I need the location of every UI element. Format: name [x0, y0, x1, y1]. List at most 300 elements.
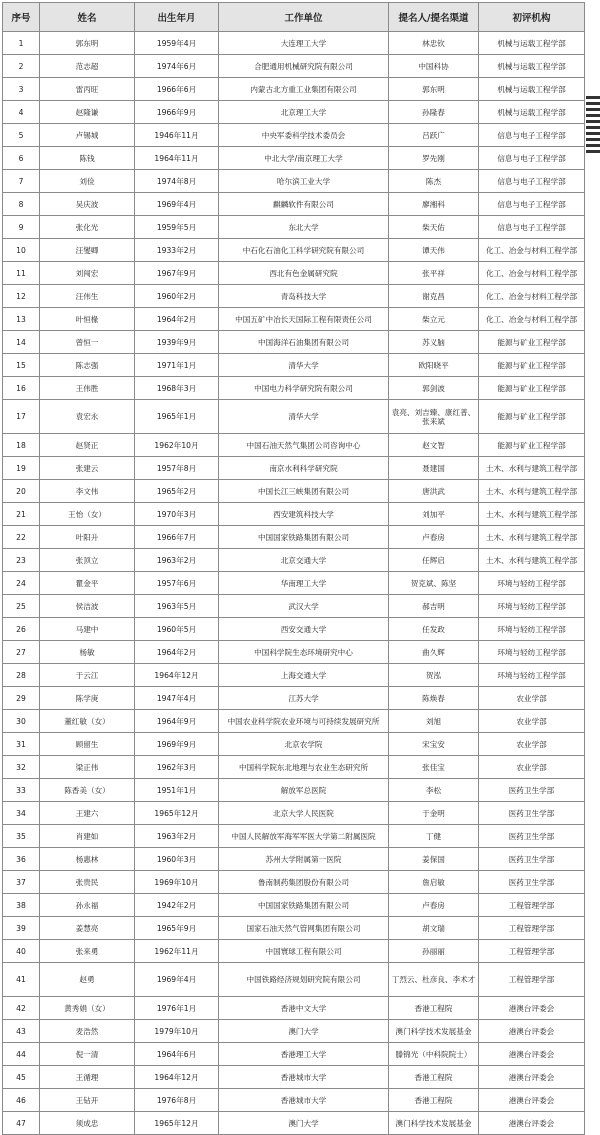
cell-index: 27	[3, 641, 40, 664]
table-row	[3, 848, 585, 871]
cell-review-body: 港澳台评委会	[479, 1066, 585, 1089]
cell-nominator: 香港工程院	[389, 997, 479, 1020]
cell-nominator: 谢克昌	[389, 285, 479, 308]
cell-nominator: 姜保国	[389, 848, 479, 871]
cell-employer: 中国国家铁路集团有限公司	[219, 894, 389, 917]
table-row	[3, 526, 585, 549]
cell-index: 18	[3, 434, 40, 457]
cell-nominator: 孙丽丽	[389, 940, 479, 963]
cell-review-body: 医药卫生学部	[479, 871, 585, 894]
cell-name: 赵勇	[40, 963, 135, 997]
cell-employer: 上海交通大学	[219, 664, 389, 687]
cell-employer: 香港城市大学	[219, 1066, 389, 1089]
cell-review-body: 港澳台评委会	[479, 1089, 585, 1112]
header-name: 姓名	[40, 3, 135, 32]
cell-birth: 1946年11月	[135, 124, 219, 147]
cell-employer: 中国电力科学研究院有限公司	[219, 377, 389, 400]
cell-index: 29	[3, 687, 40, 710]
table-row	[3, 549, 585, 572]
table-row	[3, 124, 585, 147]
cell-index: 7	[3, 170, 40, 193]
cell-name: 刘俭	[40, 170, 135, 193]
cell-employer: 内蒙古北方重工业集团有限公司	[219, 78, 389, 101]
cell-review-body: 化工、冶金与材料工程学部	[479, 239, 585, 262]
cell-review-body: 医药卫生学部	[479, 825, 585, 848]
cell-name: 杨惠林	[40, 848, 135, 871]
cell-review-body: 土木、水利与建筑工程学部	[479, 503, 585, 526]
cell-nominator: 卢春房	[389, 526, 479, 549]
cell-index: 31	[3, 733, 40, 756]
header-review-body: 初评机构	[479, 3, 585, 32]
cell-name: 顾留生	[40, 733, 135, 756]
cell-nominator: 卢春房	[389, 894, 479, 917]
cell-review-body: 港澳台评委会	[479, 997, 585, 1020]
cell-birth: 1970年3月	[135, 503, 219, 526]
cell-nominator: 任辉启	[389, 549, 479, 572]
cell-index: 28	[3, 664, 40, 687]
header-index: 序号	[3, 3, 40, 32]
cell-nominator: 赵文智	[389, 434, 479, 457]
cell-birth: 1974年8月	[135, 170, 219, 193]
table-header	[3, 3, 585, 32]
cell-employer: 鲁南制药集团股份有限公司	[219, 871, 389, 894]
cell-employer: 中国海洋石油集团有限公司	[219, 331, 389, 354]
cell-birth: 1964年12月	[135, 664, 219, 687]
cell-employer: 西安建筑科技大学	[219, 503, 389, 526]
cell-index: 19	[3, 457, 40, 480]
cell-index: 47	[3, 1112, 40, 1135]
cell-nominator: 澳门科学技术发展基金	[389, 1112, 479, 1135]
table-row	[3, 1020, 585, 1043]
cell-employer: 北京交通大学	[219, 549, 389, 572]
cell-name: 王循理	[40, 1066, 135, 1089]
table-row	[3, 997, 585, 1020]
cell-birth: 1962年10月	[135, 434, 219, 457]
cell-birth: 1947年4月	[135, 687, 219, 710]
cell-index: 22	[3, 526, 40, 549]
cell-name: 陈香美（女）	[40, 779, 135, 802]
table-row	[3, 618, 585, 641]
header-employer: 工作单位	[219, 3, 389, 32]
table-row	[3, 147, 585, 170]
cell-review-body: 工程管理学部	[479, 940, 585, 963]
cell-employer: 北京理工大学	[219, 101, 389, 124]
cell-index: 39	[3, 917, 40, 940]
table-row	[3, 1043, 585, 1066]
table-row	[3, 457, 585, 480]
table-row	[3, 285, 585, 308]
cell-employer: 解放军总医院	[219, 779, 389, 802]
candidate-table	[2, 2, 585, 1135]
cell-index: 36	[3, 848, 40, 871]
cell-nominator: 陈焕春	[389, 687, 479, 710]
cell-nominator: 郝吉明	[389, 595, 479, 618]
cell-birth: 1969年10月	[135, 871, 219, 894]
cell-nominator: 任发政	[389, 618, 479, 641]
cell-birth: 1974年6月	[135, 55, 219, 78]
cell-name: 刘闯宏	[40, 262, 135, 285]
table-row	[3, 216, 585, 239]
table-row	[3, 480, 585, 503]
cell-review-body: 农业学部	[479, 733, 585, 756]
cell-index: 21	[3, 503, 40, 526]
cell-employer: 香港理工大学	[219, 1043, 389, 1066]
cell-employer: 国家石油天然气管网集团有限公司	[219, 917, 389, 940]
cell-birth: 1964年12月	[135, 1066, 219, 1089]
cell-birth: 1959年5月	[135, 216, 219, 239]
table-row	[3, 572, 585, 595]
cell-employer: 南京水利科学研究院	[219, 457, 389, 480]
cell-nominator: 詹启敏	[389, 871, 479, 894]
cell-nominator: 廖湘科	[389, 193, 479, 216]
cell-review-body: 化工、冶金与材料工程学部	[479, 308, 585, 331]
cell-review-body: 农业学部	[479, 687, 585, 710]
cell-employer: 中国科学院生态环境研究中心	[219, 641, 389, 664]
cell-review-body: 能源与矿业工程学部	[479, 331, 585, 354]
table-row	[3, 595, 585, 618]
cell-review-body: 土木、水利与建筑工程学部	[479, 480, 585, 503]
cell-employer: 中国长江三峡集团有限公司	[219, 480, 389, 503]
cell-employer: 哈尔滨工业大学	[219, 170, 389, 193]
cell-employer: 中国国家铁路集团有限公司	[219, 526, 389, 549]
cell-name: 张来勇	[40, 940, 135, 963]
cell-review-body: 信息与电子工程学部	[479, 216, 585, 239]
cell-index: 25	[3, 595, 40, 618]
cell-nominator: 丁烈云、杜彦良、李术才	[389, 963, 479, 997]
cell-name: 王钻开	[40, 1089, 135, 1112]
cell-index: 24	[3, 572, 40, 595]
cell-index: 5	[3, 124, 40, 147]
table-row	[3, 170, 585, 193]
table-row	[3, 262, 585, 285]
cell-name: 倪一清	[40, 1043, 135, 1066]
cell-birth: 1965年2月	[135, 480, 219, 503]
cell-review-body: 工程管理学部	[479, 917, 585, 940]
cell-name: 赵贤正	[40, 434, 135, 457]
cell-index: 20	[3, 480, 40, 503]
cell-review-body: 环境与轻纺工程学部	[479, 618, 585, 641]
cell-birth: 1942年2月	[135, 894, 219, 917]
cell-employer: 清华大学	[219, 354, 389, 377]
cell-employer: 西北有色金属研究院	[219, 262, 389, 285]
table-row	[3, 825, 585, 848]
cell-employer: 香港中文大学	[219, 997, 389, 1020]
cell-birth: 1967年9月	[135, 262, 219, 285]
cell-review-body: 环境与轻纺工程学部	[479, 595, 585, 618]
cell-birth: 1979年10月	[135, 1020, 219, 1043]
cell-birth: 1969年9月	[135, 733, 219, 756]
table-row	[3, 917, 585, 940]
cell-index: 40	[3, 940, 40, 963]
cell-name: 张贵民	[40, 871, 135, 894]
cell-name: 董红敏（女）	[40, 710, 135, 733]
cell-index: 32	[3, 756, 40, 779]
cell-review-body: 信息与电子工程学部	[479, 193, 585, 216]
cell-birth: 1969年4月	[135, 963, 219, 997]
cell-name: 孙永福	[40, 894, 135, 917]
cell-index: 4	[3, 101, 40, 124]
cell-nominator: 谭天伟	[389, 239, 479, 262]
cell-nominator: 吕跃广	[389, 124, 479, 147]
cell-review-body: 工程管理学部	[479, 963, 585, 997]
table-row	[3, 434, 585, 457]
cell-birth: 1965年1月	[135, 400, 219, 434]
cell-employer: 中北大学/南京理工大学	[219, 147, 389, 170]
cell-review-body: 能源与矿业工程学部	[479, 434, 585, 457]
cell-birth: 1964年2月	[135, 308, 219, 331]
cell-name: 赵隆谦	[40, 101, 135, 124]
cell-birth: 1933年2月	[135, 239, 219, 262]
cell-nominator: 刘加平	[389, 503, 479, 526]
cell-name: 袁宏永	[40, 400, 135, 434]
cell-birth: 1964年11月	[135, 147, 219, 170]
cell-employer: 澳门大学	[219, 1020, 389, 1043]
cell-birth: 1963年2月	[135, 549, 219, 572]
cell-review-body: 信息与电子工程学部	[479, 170, 585, 193]
edge-barcode-mark	[586, 95, 600, 153]
cell-birth: 1962年11月	[135, 940, 219, 963]
cell-birth: 1960年5月	[135, 618, 219, 641]
cell-index: 26	[3, 618, 40, 641]
cell-employer: 清华大学	[219, 400, 389, 434]
cell-nominator: 陈杰	[389, 170, 479, 193]
cell-employer: 中国寰球工程有限公司	[219, 940, 389, 963]
cell-employer: 合肥通用机械研究院有限公司	[219, 55, 389, 78]
cell-birth: 1964年6月	[135, 1043, 219, 1066]
cell-name: 汪伟生	[40, 285, 135, 308]
cell-review-body: 信息与电子工程学部	[479, 147, 585, 170]
cell-index: 33	[3, 779, 40, 802]
cell-nominator: 澳门科学技术发展基金	[389, 1020, 479, 1043]
cell-employer: 西安交通大学	[219, 618, 389, 641]
table-row	[3, 940, 585, 963]
cell-review-body: 农业学部	[479, 710, 585, 733]
cell-name: 王怡（女）	[40, 503, 135, 526]
cell-review-body: 医药卫生学部	[479, 848, 585, 871]
table-row	[3, 779, 585, 802]
candidate-list-document	[2, 2, 585, 1135]
cell-index: 8	[3, 193, 40, 216]
header-row	[3, 3, 585, 32]
cell-index: 13	[3, 308, 40, 331]
table-row	[3, 641, 585, 664]
cell-birth: 1957年6月	[135, 572, 219, 595]
cell-name: 雷丙旺	[40, 78, 135, 101]
cell-nominator: 胡文瑞	[389, 917, 479, 940]
cell-nominator: 于金明	[389, 802, 479, 825]
cell-employer: 中国铁路经济规划研究院有限公司	[219, 963, 389, 997]
cell-name: 须成忠	[40, 1112, 135, 1135]
cell-nominator: 苏义脑	[389, 331, 479, 354]
cell-birth: 1960年3月	[135, 848, 219, 871]
cell-index: 45	[3, 1066, 40, 1089]
cell-name: 侯洁波	[40, 595, 135, 618]
table-row	[3, 664, 585, 687]
cell-nominator: 李松	[389, 779, 479, 802]
cell-name: 曾恒一	[40, 331, 135, 354]
cell-nominator: 袁亮、刘吉臻、康红普、张来斌	[389, 400, 479, 434]
cell-name: 马建中	[40, 618, 135, 641]
cell-name: 李文伟	[40, 480, 135, 503]
cell-index: 9	[3, 216, 40, 239]
table-row	[3, 239, 585, 262]
cell-index: 34	[3, 802, 40, 825]
cell-nominator: 郭东明	[389, 78, 479, 101]
cell-employer: 中石化石油化工科学研究院有限公司	[219, 239, 389, 262]
cell-employer: 中央军委科学技术委员会	[219, 124, 389, 147]
cell-nominator: 香港工程院	[389, 1089, 479, 1112]
cell-name: 范志超	[40, 55, 135, 78]
cell-employer: 北京农学院	[219, 733, 389, 756]
cell-nominator: 丁健	[389, 825, 479, 848]
cell-nominator: 罗先刚	[389, 147, 479, 170]
cell-nominator: 宋宝安	[389, 733, 479, 756]
cell-birth: 1957年8月	[135, 457, 219, 480]
table-row	[3, 733, 585, 756]
cell-name: 叶恒椽	[40, 308, 135, 331]
cell-nominator: 中国科协	[389, 55, 479, 78]
cell-review-body: 工程管理学部	[479, 894, 585, 917]
cell-name: 王建六	[40, 802, 135, 825]
table-row	[3, 308, 585, 331]
table-row	[3, 963, 585, 997]
cell-review-body: 农业学部	[479, 756, 585, 779]
cell-name: 张顶立	[40, 549, 135, 572]
cell-name: 姜慧亮	[40, 917, 135, 940]
cell-employer: 香港城市大学	[219, 1089, 389, 1112]
cell-birth: 1976年1月	[135, 997, 219, 1020]
cell-birth: 1965年12月	[135, 1112, 219, 1135]
cell-employer: 华南理工大学	[219, 572, 389, 595]
cell-index: 10	[3, 239, 40, 262]
cell-review-body: 医药卫生学部	[479, 802, 585, 825]
cell-birth: 1962年3月	[135, 756, 219, 779]
cell-name: 陈钱	[40, 147, 135, 170]
cell-index: 1	[3, 32, 40, 55]
cell-employer: 江苏大学	[219, 687, 389, 710]
cell-name: 叶阳升	[40, 526, 135, 549]
cell-index: 38	[3, 894, 40, 917]
cell-nominator: 曲久辉	[389, 641, 479, 664]
cell-employer: 武汉大学	[219, 595, 389, 618]
cell-name: 黄秀娟（女）	[40, 997, 135, 1020]
cell-nominator: 贺泓	[389, 664, 479, 687]
cell-review-body: 医药卫生学部	[479, 779, 585, 802]
cell-name: 瞿金平	[40, 572, 135, 595]
cell-review-body: 化工、冶金与材料工程学部	[479, 285, 585, 308]
cell-review-body: 土木、水利与建筑工程学部	[479, 457, 585, 480]
cell-review-body: 港澳台评委会	[479, 1020, 585, 1043]
cell-index: 35	[3, 825, 40, 848]
cell-review-body: 机械与运载工程学部	[479, 32, 585, 55]
cell-name: 郭东明	[40, 32, 135, 55]
cell-birth: 1969年4月	[135, 193, 219, 216]
cell-nominator: 柴立元	[389, 308, 479, 331]
cell-birth: 1939年9月	[135, 331, 219, 354]
table-body	[3, 32, 585, 1135]
cell-birth: 1965年12月	[135, 802, 219, 825]
cell-index: 2	[3, 55, 40, 78]
cell-birth: 1964年9月	[135, 710, 219, 733]
cell-nominator: 聂建国	[389, 457, 479, 480]
cell-employer: 青岛科技大学	[219, 285, 389, 308]
cell-index: 44	[3, 1043, 40, 1066]
cell-nominator: 郭剑波	[389, 377, 479, 400]
cell-review-body: 土木、水利与建筑工程学部	[479, 549, 585, 572]
cell-birth: 1963年2月	[135, 825, 219, 848]
table-row	[3, 193, 585, 216]
header-birth: 出生年月	[135, 3, 219, 32]
cell-index: 37	[3, 871, 40, 894]
cell-index: 41	[3, 963, 40, 997]
cell-index: 6	[3, 147, 40, 170]
cell-review-body: 港澳台评委会	[479, 1043, 585, 1066]
table-row	[3, 1112, 585, 1135]
table-row	[3, 894, 585, 917]
table-row	[3, 78, 585, 101]
cell-nominator: 贺克斌、陈坚	[389, 572, 479, 595]
table-row	[3, 101, 585, 124]
cell-index: 30	[3, 710, 40, 733]
cell-review-body: 信息与电子工程学部	[479, 124, 585, 147]
table-row	[3, 1089, 585, 1112]
cell-index: 12	[3, 285, 40, 308]
cell-name: 卢锡城	[40, 124, 135, 147]
table-row	[3, 331, 585, 354]
cell-birth: 1971年1月	[135, 354, 219, 377]
table-row	[3, 871, 585, 894]
cell-name: 张建云	[40, 457, 135, 480]
cell-employer: 中国人民解放军海军军医大学第二附属医院	[219, 825, 389, 848]
cell-birth: 1960年2月	[135, 285, 219, 308]
cell-birth: 1966年9月	[135, 101, 219, 124]
table-row	[3, 400, 585, 434]
cell-employer: 中国农业科学院农业环境与可持续发展研究所	[219, 710, 389, 733]
cell-review-body: 港澳台评委会	[479, 1112, 585, 1135]
cell-review-body: 能源与矿业工程学部	[479, 377, 585, 400]
cell-birth: 1968年3月	[135, 377, 219, 400]
cell-employer: 中国科学院东北地理与农业生态研究所	[219, 756, 389, 779]
cell-index: 42	[3, 997, 40, 1020]
cell-employer: 大连理工大学	[219, 32, 389, 55]
cell-name: 王伟胜	[40, 377, 135, 400]
cell-birth: 1963年5月	[135, 595, 219, 618]
cell-name: 汪燮卿	[40, 239, 135, 262]
cell-birth: 1959年4月	[135, 32, 219, 55]
cell-nominator: 张平祥	[389, 262, 479, 285]
cell-birth: 1964年2月	[135, 641, 219, 664]
cell-birth: 1976年8月	[135, 1089, 219, 1112]
cell-birth: 1965年9月	[135, 917, 219, 940]
cell-employer: 麒麟软件有限公司	[219, 193, 389, 216]
cell-review-body: 能源与矿业工程学部	[479, 354, 585, 377]
cell-name: 陈学庚	[40, 687, 135, 710]
table-row	[3, 32, 585, 55]
cell-employer: 澳门大学	[219, 1112, 389, 1135]
cell-name: 张化光	[40, 216, 135, 239]
cell-index: 15	[3, 354, 40, 377]
table-row	[3, 687, 585, 710]
cell-review-body: 机械与运载工程学部	[479, 78, 585, 101]
cell-nominator: 香港工程院	[389, 1066, 479, 1089]
cell-nominator: 孙隆春	[389, 101, 479, 124]
table-row	[3, 354, 585, 377]
cell-index: 16	[3, 377, 40, 400]
cell-name: 梁正伟	[40, 756, 135, 779]
cell-name: 吴庆波	[40, 193, 135, 216]
cell-review-body: 机械与运载工程学部	[479, 55, 585, 78]
cell-name: 杨敏	[40, 641, 135, 664]
